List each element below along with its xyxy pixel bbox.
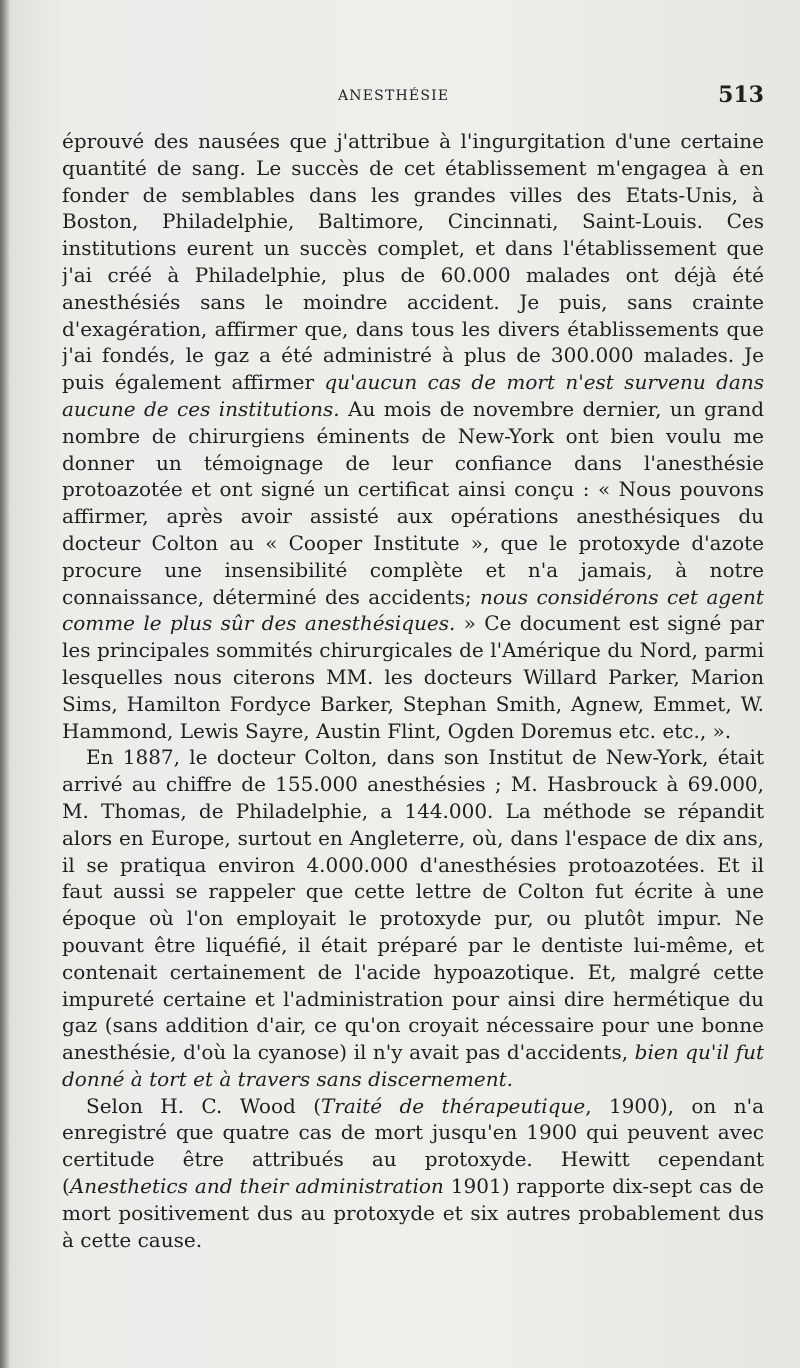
italic-text-run: nous considérons cet agent comme le plus sûr des anesthésiques.	[62, 584, 764, 636]
page-header	[58, 82, 764, 122]
italic-text-run: Traité de thérapeutique	[321, 1093, 586, 1118]
text-run: , 1900), on n'a enregistré que quatre cas de mort jusqu'en 1900 qui peuvent avec certitude être attribués au protoxyde. Hewitt cependant (	[62, 1093, 764, 1199]
text-run: éprouvé des nausées que j'attribue à l'ingurgitation d'une certaine quantité de sang. Le succès de cet établissement m'engagea à en fonder de semblables dans les grandes villes des Etats-Unis, à Boston, Philadelphie, Baltimore, Cincinnati, Saint-Louis. Ces institutions eurent un succès complet, et dans l'établissement que j'ai créé à Philadelphie, plus de 60.000 malades ont déjà été anesthésiés sans le moindre accident. Je puis, sans crainte d'exagération, affirmer que, dans tous les divers établissements que j'ai fondés, le gaz a été administré à plus de 300.000 malades. Je puis également affirmer	[62, 129, 764, 395]
text-run: Selon H. C. Wood (	[86, 1093, 322, 1118]
page-number: 513	[718, 82, 764, 108]
text-run: » Ce document est signé par les principales sommités chirurgicales de l'Amérique du Nord, parmi lesquelles nous citerons MM. les docteurs Willard Parker, Marion Sims, Hamilton Fordyce Barker, Stephan Smith, Agnew, Emmet, W. Hammond, Lewis Sayre, Austin Flint, Ogden Doremus etc. etc., ».	[62, 611, 764, 743]
italic-text-run: Anesthetics and their administration	[69, 1174, 444, 1199]
italic-text-run: bien qu'il fut donné à tort et à travers sans discernement.	[62, 1040, 764, 1091]
body-text	[62, 128, 764, 1308]
paragraph	[62, 1093, 764, 1254]
paragraph	[62, 128, 764, 744]
text-run: Au mois de novembre dernier, un grand nombre de chirurgiens éminents de New-York ont bien voulu me donner un témoignage de leur confiance dans l'anesthésie protoazotée et ont signé un certificat ainsi conçu : « Nous pouvons affirmer, après avoir assisté aux opérations anesthésiques du docteur Colton au « Cooper Institute », que le protoxyde d'azote procure une insensibilité complète et n'a jamais, à notre connaissance, déterminé des accidents;	[62, 396, 764, 609]
text-run: En 1887, le docteur Colton, dans son Institut de New-York, était arrivé au chiffre de 155.000 anesthésies ; M. Hasbrouck à 69.000, M. Thomas, de Philadelphie, a 144.000. La méthode se répandit alors en Europe, surtout en Angleterre, où, dans l'espace de dix ans, il se pratiqua environ 4.000.000 d'anesthésies protoazotées. Et il faut aussi se rappeler que cette lettre de Colton fut écrite à une époque où l'on employait le protoxyde pur, ou plutôt impur. Ne pouvant être liquéfié, il était préparé par le dentiste lui-même, et contenait certainement de l'acide hypoazotique. Et, malgré cette impureté certaine et l'administration pour ainsi dire hermétique du gaz (sans addition d'air, ce qu'on croyait nécessaire pour une bonne anesthésie, d'où la cyanose) il n'y avait pas d'accidents,	[62, 745, 764, 1065]
page-edge-shadow	[0, 0, 10, 1368]
running-head: ANESTHÉSIE	[338, 88, 450, 104]
paragraph	[62, 744, 764, 1092]
text-run: 1901) rapporte dix-sept cas de mort positivement dus au protoxyde et six autres probablement dus à cette cause.	[62, 1174, 764, 1252]
italic-text-run: qu'aucun cas de mort n'est survenu dans aucune de ces institutions.	[62, 370, 764, 421]
